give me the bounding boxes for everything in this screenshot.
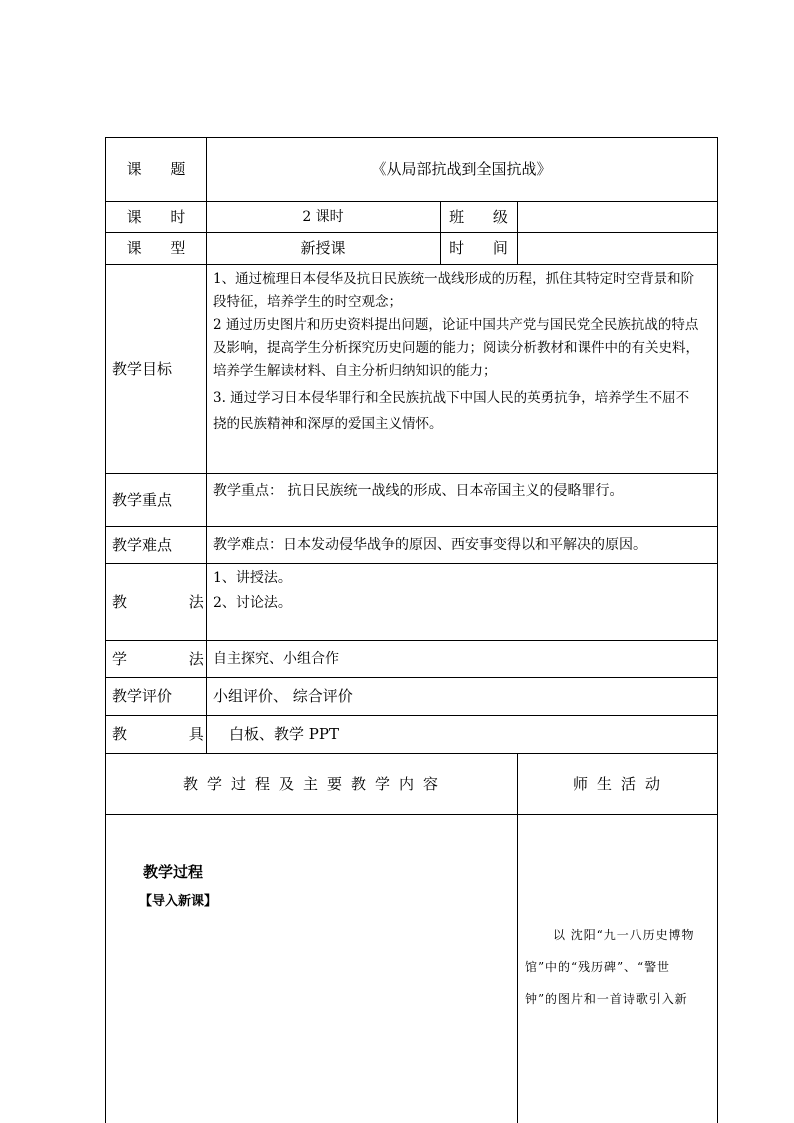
goal-line: 段特征，培养学生的时空观念； [213,294,402,310]
row-divider [105,677,718,678]
activity-line: 馆”中的“残历碑”、“警世 [525,960,671,974]
table-border-top [105,137,718,138]
teaching-tools-value: 白板、教学 PPT [229,725,339,743]
row-divider [105,264,718,265]
teaching-method-label-text: 教 法 [112,593,233,611]
evaluation-label: 教学评价 [112,687,173,705]
table-border-left [105,137,106,1123]
teaching-method-item: 2、讨论法。 [213,595,292,611]
row-divider [105,814,718,815]
type-label: 课 型 [126,239,198,257]
row-divider [105,526,718,527]
row-divider [105,232,718,233]
class-label: 班 级 [449,208,520,226]
period-value: 2 课时 [302,209,344,225]
goals-label: 教学目标 [112,360,173,378]
row-divider [105,201,718,202]
evaluation-value: 小组评价、 综合评价 [213,687,353,705]
topic-label: 课 题 [126,160,198,178]
key-points-value: 教学重点： 抗日民族统一战线的形成、日本帝国主义的侵略罪行。 [213,483,624,499]
activity-header: 师生活动 [572,775,669,793]
goal-line: 挠的民族精神和深厚的爱国主义情怀。 [213,416,443,432]
learning-method-value: 自主探究、小组合作 [213,651,339,667]
row-divider [105,473,718,474]
process-title: 教学过程 [143,863,204,881]
goal-line: 3. 通过学习日本侵华罪行和全民族抗战下中国人民的英勇抗争，培养学生不屈不 [213,390,690,406]
difficult-points-value: 教学难点：日本发动侵华战争的原因、西安事变得以和平解决的原因。 [213,537,647,553]
teaching-method-item: 1、讲授法。 [213,570,292,586]
intro-section-label: 【导入新课】 [139,894,218,909]
lesson-plan-table [105,137,718,1123]
row-divider [105,563,718,564]
teaching-tools-label-text: 教 具 [112,725,233,743]
goal-line: 及影响，提高学生分析探究历史问题的能力；阅读分析教材和课件中的有关史料， [213,340,699,356]
row-divider [105,715,718,716]
goal-line: 2 通过历史图片和历史资料提出问题，论证中国共产党与国民党全民族抗战的特点 [213,317,699,333]
goal-line: 1、通过梳理日本侵华及抗日民族统一战线形成的历程，抓住其特定时空背景和阶 [213,271,695,287]
process-activity-divider [517,753,518,1123]
type-value: 新授课 [300,239,346,257]
topic-value: 《从局部抗战到全国抗战》 [371,160,552,178]
teaching-tools-label [112,722,232,746]
activity-text [525,919,709,1015]
activity-line: 以 沈阳“九一八历史博物 [553,928,695,942]
goals-text [213,268,713,437]
goal-line: 培养学生解读材料、自主分析归纳知识的能力； [213,363,497,379]
difficult-points-label: 教学难点 [112,536,173,554]
time-label: 时 间 [449,239,520,257]
activity-line: 钟”的图片和一首诗歌引入新 [525,992,688,1006]
row-divider [105,753,718,754]
table-border-right [717,137,718,1123]
learning-method-label-text: 学 法 [112,650,233,668]
key-points-label: 教学重点 [112,491,173,509]
process-header: 教学过程及主要教学内容 [182,775,447,793]
row-divider [105,640,718,641]
period-label: 课 时 [126,208,198,226]
